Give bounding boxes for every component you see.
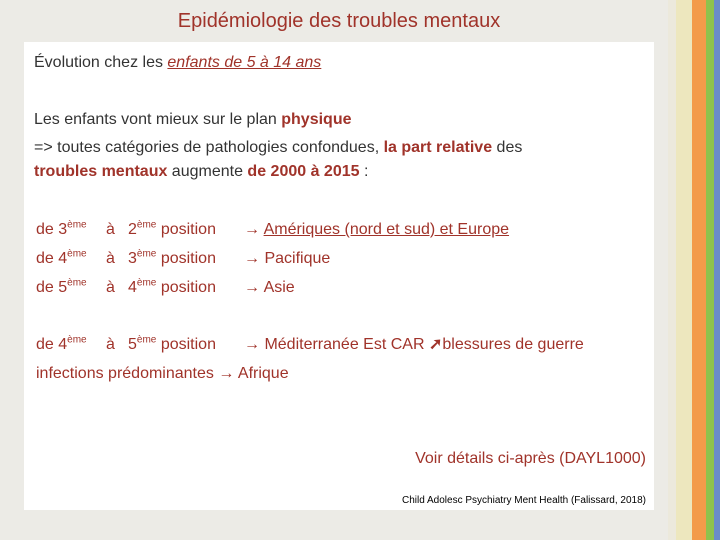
- stripe: [706, 0, 714, 540]
- rank-dest: Amériques (nord et sud) et Europe: [263, 221, 510, 238]
- para-bold: troubles mentaux: [34, 163, 168, 180]
- para-text: Les enfants vont mieux sur le plan: [34, 111, 282, 128]
- rank-a: à: [106, 250, 115, 267]
- para-bold: la part relative: [383, 139, 493, 156]
- arrow-right-icon: →: [244, 250, 260, 267]
- rank-sup: ème: [67, 219, 87, 231]
- stripe: [668, 0, 676, 540]
- intro-emphasis: enfants de 5 à 14 ans: [167, 54, 322, 71]
- rank-dest: Pacifique: [264, 250, 331, 267]
- rank-sup: ème: [136, 334, 157, 346]
- rank-sup: ème: [136, 277, 157, 289]
- rank-row: [36, 248, 330, 270]
- rank-sup: ème: [136, 219, 157, 231]
- stripe: [676, 0, 692, 540]
- infection-dest: Afrique: [237, 365, 289, 382]
- rank-to: 5: [128, 336, 137, 353]
- rank-dest-2: blessures de guerre: [442, 336, 584, 353]
- para-line-3: [34, 161, 368, 183]
- rank-dest: Asie: [263, 279, 295, 296]
- rank-pos: position: [160, 250, 216, 267]
- para-bold: de 2000 à 2015: [247, 163, 360, 180]
- infection-text: infections prédominantes: [36, 365, 214, 382]
- rank-pos: position: [160, 279, 216, 296]
- rank-dest: Méditerranée Est CAR: [264, 336, 429, 353]
- rank-sup: ème: [67, 248, 87, 260]
- footnote: Child Adolesc Psychiatry Ment Health (Falissard, 2018): [402, 495, 646, 506]
- rank-to: 3: [128, 250, 137, 267]
- rank-a: à: [106, 221, 115, 238]
- intro-prefix: Évolution chez les: [34, 54, 168, 71]
- page-title: Epidémiologie des troubles mentaux: [177, 10, 501, 32]
- rank-row: [36, 277, 295, 299]
- arrow-right-icon: →: [244, 279, 260, 296]
- rank-to: 2: [128, 221, 137, 238]
- arrow-right-icon: →: [218, 365, 235, 382]
- para-line-2: [34, 137, 522, 159]
- arrow-right-icon: →: [244, 336, 260, 353]
- arrow-right-icon: →: [244, 221, 260, 238]
- para-line-1: [34, 109, 351, 131]
- infection-row: [36, 363, 289, 385]
- rank-a: à: [106, 279, 115, 296]
- rank-sup: ème: [67, 334, 87, 346]
- para-text: => toutes catégories de pathologies confondues,: [34, 139, 384, 156]
- rank-from: de 4: [36, 250, 68, 267]
- rank-from: de 4: [36, 336, 68, 353]
- rank-from: de 3: [36, 221, 68, 238]
- rank-from: de 5: [36, 279, 68, 296]
- rank-to: 4: [128, 279, 137, 296]
- decorative-stripes: [668, 0, 720, 540]
- slide-content: [24, 42, 654, 510]
- stripe: [692, 0, 706, 540]
- rank-row: [36, 334, 584, 356]
- arrow-up-right-icon: ➚: [428, 336, 443, 353]
- rank-sup: ème: [136, 248, 157, 260]
- para-text: augmente: [167, 163, 248, 180]
- rank-sup: ème: [67, 277, 87, 289]
- rank-row: [36, 219, 509, 241]
- rank-pos: position: [160, 221, 216, 238]
- para-text: :: [359, 163, 369, 180]
- rank-a: à: [106, 336, 115, 353]
- details-link: Voir détails ci-après (DAYL1000): [415, 450, 646, 467]
- stripe: [714, 0, 720, 540]
- intro-line: [34, 52, 321, 74]
- para-text: des: [492, 139, 523, 156]
- para-bold: physique: [281, 111, 352, 128]
- rank-pos: position: [160, 336, 216, 353]
